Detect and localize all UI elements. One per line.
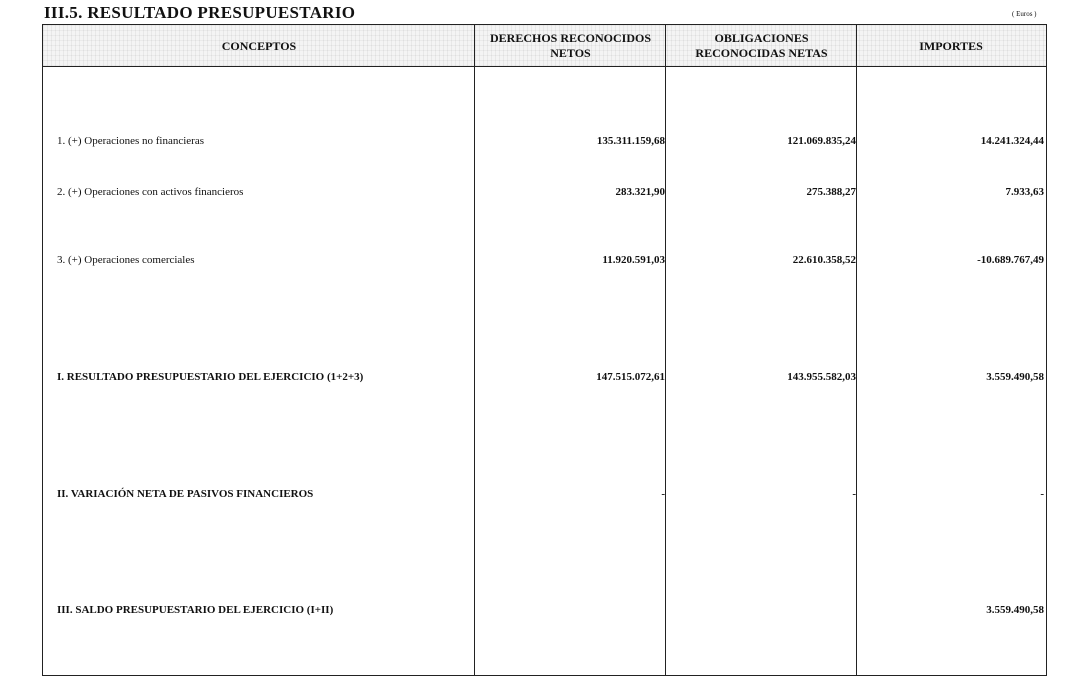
header-amounts-label: IMPORTES (919, 38, 983, 53)
row-label: 3. (+) Operaciones comerciales (57, 254, 195, 266)
row-label: I. RESULTADO PRESUPUESTARIO DEL EJERCICIO (1+2+3) (57, 371, 364, 383)
header-rights-line2: NETOS (550, 46, 591, 60)
column-divider (665, 25, 666, 675)
obligations-value: 22.610.358,52 (792, 254, 856, 266)
row-label: 2. (+) Operaciones con activos financieros (57, 186, 244, 198)
rights-value: 147.515.072,61 (596, 371, 665, 383)
obligations-value: 121.069.835,24 (787, 135, 856, 147)
rights-value: - (661, 488, 665, 500)
amount-value: 7.933,63 (1005, 186, 1044, 198)
amount-value: 14.241.324,44 (980, 135, 1044, 147)
amount-value: -10.689.767,49 (977, 254, 1044, 266)
page-title: III.5. RESULTADO PRESUPUESTARIO (44, 3, 356, 22)
budget-result-table (42, 24, 1047, 676)
column-divider (856, 25, 857, 675)
amount-value: - (1040, 488, 1044, 500)
header-obligations (666, 25, 857, 67)
header-concepts-label: CONCEPTOS (221, 38, 297, 53)
obligations-value: 275.388,27 (806, 186, 856, 198)
header-rights (475, 25, 666, 67)
header-rights-line1: DERECHOS RECONOCIDOS (489, 31, 652, 45)
row-label: 1. (+) Operaciones no financieras (57, 135, 205, 147)
rights-value: 283.321,90 (615, 186, 665, 198)
header-obligations-line1: OBLIGACIONES (714, 31, 809, 45)
rights-value: 11.920.591,03 (602, 254, 665, 266)
header-obligations-line2: RECONOCIDAS NETAS (695, 46, 828, 60)
header-amounts (857, 25, 1045, 67)
rights-value: 135.311.159,68 (596, 135, 665, 147)
amount-value: 3.559.490,58 (986, 371, 1044, 383)
header-concepts (43, 25, 475, 67)
amount-value: 3.559.490,58 (986, 604, 1044, 616)
obligations-value: - (852, 488, 856, 500)
obligations-value: 143.955.582,03 (787, 371, 856, 383)
row-label: III. SALDO PRESUPUESTARIO DEL EJERCICIO (I+II) (57, 604, 334, 616)
row-label: II. VARIACIÓN NETA DE PASIVOS FINANCIEROS (57, 488, 314, 500)
table-header (43, 25, 1046, 67)
units-note: ( Euros ) (1012, 10, 1037, 18)
column-divider (474, 25, 475, 675)
